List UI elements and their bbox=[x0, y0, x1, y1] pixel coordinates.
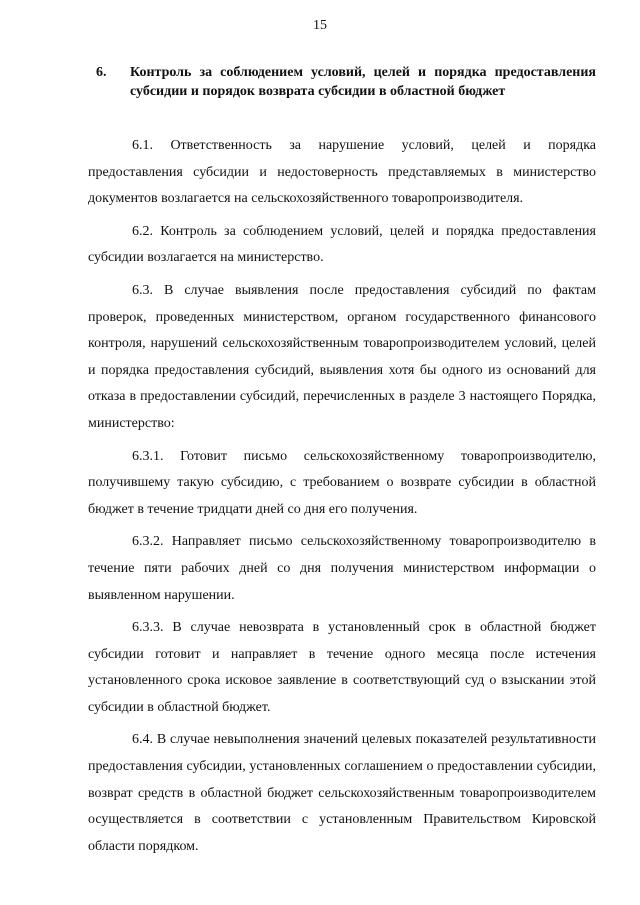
paragraph-6-4: 6.4. В случае невыполнения значений целевых показателей результативности предоставления субсидии, установленных соглашением о предоставлении субсидии, возврат средств в областной бюджет сельскохозяйственным товаропроизводителем осуществляется в соответствии с установленным Правительством Кировской области порядком. bbox=[88, 732, 596, 854]
paragraph-6-3: 6.3. В случае выявления после предоставления субсидий по фактам проверок, проведенных министерством, органом государственного финансового контроля, нарушений сельскохозяйственным товаропроизводителем условий, целей и порядка предоставления субсидий, выявления хотя бы одного из оснований для отказа в предоставлении субсидий, перечисленных в разделе 3 настоящего Порядка, министерство: bbox=[88, 282, 596, 431]
section-title: Контроль за соблюдением условий, целей и порядка предоставления субсидии и порядок возврата субсидии в областной бюджет bbox=[130, 65, 596, 99]
page-number: 15 bbox=[313, 18, 327, 33]
section-number: 6. bbox=[96, 65, 107, 80]
paragraph-6-3-2: 6.3.2. Направляет письмо сельскохозяйственному товаропроизводителю в течение пяти рабочих дней со дня получения министерством информации о выявленном нарушении. bbox=[88, 534, 596, 603]
paragraph-6-3-1: 6.3.1. Готовит письмо сельскохозяйственному товаропроизводителю, получившему такую субсидию, с требованием о возврате субсидии в областной бюджет в течение тридцати дней со дня его получения. bbox=[88, 448, 596, 517]
paragraph-6-3-3: 6.3.3. В случае невозврата в установленный срок в областной бюджет субсидии готовит и направляет в течение одного месяца после истечения установленного срока исковое заявление в соответствующий суд о взыскании этой субсидии в областной бюджет. bbox=[88, 620, 596, 715]
paragraph-6-1: 6.1. Ответственность за нарушение условий, целей и порядка предоставления субсидии и недостоверность представляемых в министерство документов возлагается на сельскохозяйственного товаропроизводителя. bbox=[88, 138, 596, 207]
document-body bbox=[88, 133, 596, 866]
section-heading bbox=[88, 63, 596, 101]
paragraph-6-2: 6.2. Контроль за соблюдением условий, целей и порядка предоставления субсидии возлагается на министерство. bbox=[88, 223, 596, 266]
